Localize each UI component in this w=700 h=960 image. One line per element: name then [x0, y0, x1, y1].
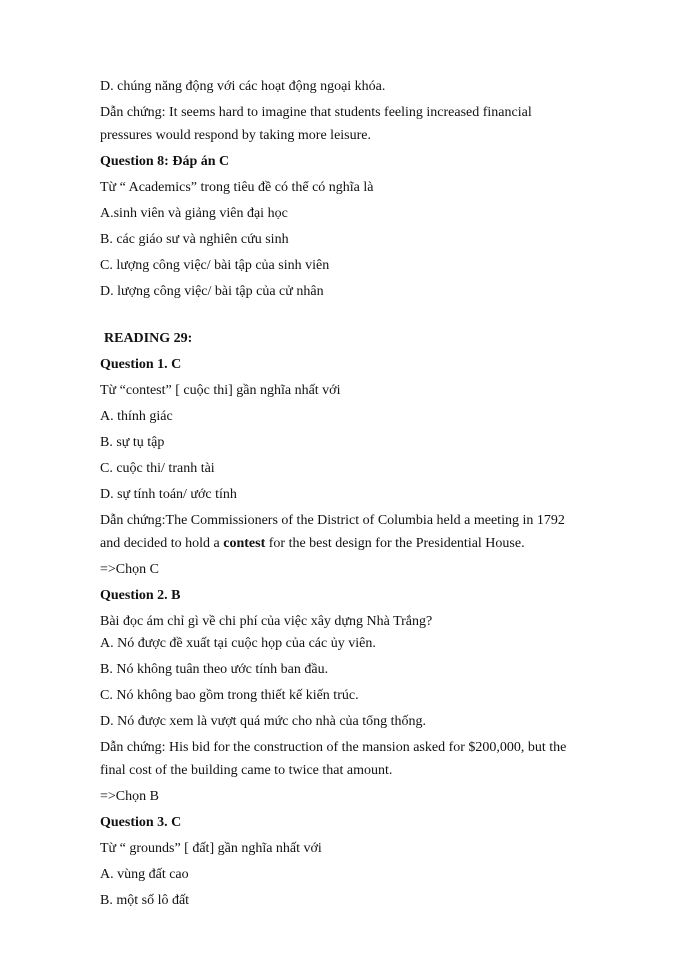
question-1-answer: =>Chọn C	[100, 561, 159, 577]
question-2-heading: Question 2. B	[100, 587, 181, 603]
question-3-option-b: B. một số lô đất	[100, 892, 190, 908]
document-page	[100, 76, 620, 912]
evidence-line-2: pressures would respond by taking more leisure.	[100, 127, 371, 143]
question-1-option-d: D. sự tính toán/ ước tính	[100, 487, 237, 502]
question-1-evidence-2	[100, 533, 620, 556]
evidence-line-1: Dẫn chứng: It seems hard to imagine that students feeling increased financial	[100, 105, 532, 120]
question-8-heading: Question 8: Đáp án C	[100, 153, 230, 169]
question-2-answer: =>Chọn B	[100, 788, 159, 804]
question-2-prompt: Bài đọc ám chỉ gì về chi phí của việc xây dựng Nhà Trắng?	[100, 613, 433, 629]
question-1-option-c: C. cuộc thi/ tranh tài	[100, 461, 215, 476]
question-2-option-c: C. Nó không bao gồm trong thiết kế kiến trúc.	[100, 688, 359, 703]
question-3-heading: Question 3. C	[100, 814, 182, 830]
question-1-option-b: B. sự tụ tập	[100, 435, 165, 450]
question-3-prompt: Từ “ grounds” [ đất] gần nghĩa nhất với	[100, 840, 322, 856]
question-8-option-a: A.sinh viên và giảng viên đại học	[100, 205, 288, 221]
option-d-previous: D. chúng năng động với các hoạt động ngoại khóa.	[100, 79, 386, 94]
reading-title: READING 29:	[104, 331, 193, 346]
question-1-heading: Question 1. C	[100, 357, 182, 372]
evidence-text-pre: and decided to hold a	[100, 535, 224, 551]
evidence-keyword: contest	[223, 535, 266, 551]
question-1-option-a: A. thính giác	[100, 409, 173, 424]
question-8-option-b: B. các giáo sư và nghiên cứu sinh	[100, 231, 289, 247]
question-2-option-d: D. Nó được xem là vượt quá mức cho nhà của tổng thống.	[100, 714, 427, 729]
question-3-option-a: A. vùng đất cao	[100, 866, 189, 882]
question-8-option-c: C. lượng công việc/ bài tập của sinh viên	[100, 257, 330, 273]
question-2-option-b: B. Nó không tuân theo ước tính ban đầu.	[100, 662, 329, 677]
question-2-evidence-2: final cost of the building came to twice that amount.	[100, 762, 393, 778]
question-8-prompt: Từ “ Academics” trong tiêu đề có thể có nghĩa là	[100, 179, 374, 195]
question-2-option-a: A. Nó được đề xuất tại cuộc họp của các ủy viên.	[100, 636, 376, 651]
question-2-evidence-1: Dẫn chứng: His bid for the construction of the mansion asked for $200,000, but the	[100, 740, 567, 755]
question-1-evidence-1: Dẫn chứng:The Commissioners of the District of Columbia held a meeting in 1792	[100, 513, 565, 528]
evidence-text-post: for the best design for the Presidential House.	[265, 535, 525, 551]
question-1-prompt: Từ “contest” [ cuộc thi] gần nghĩa nhất với	[100, 383, 341, 398]
question-8-option-d: D. lượng công việc/ bài tập của cử nhân	[100, 283, 324, 299]
